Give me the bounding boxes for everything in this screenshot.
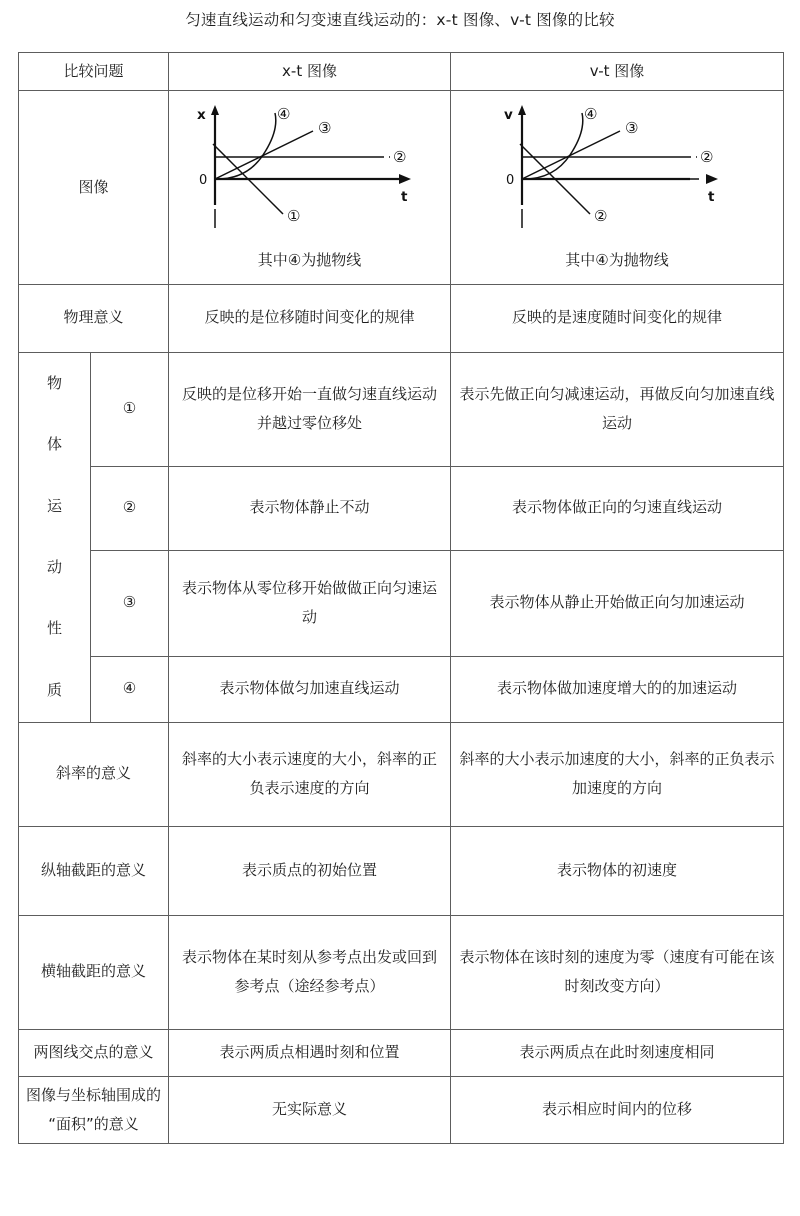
graph-cell-xt xyxy=(169,91,451,284)
table-row-meaning xyxy=(19,284,784,352)
table-row-y-intercept xyxy=(19,826,784,915)
intersection-xt: 表示两质点相遇时刻和位置 xyxy=(169,1029,451,1076)
row-label-slope: 斜率的意义 xyxy=(19,722,169,826)
xt-graph-caption: 其中④为抛物线 xyxy=(257,251,362,270)
nature-xt-4: 表示物体做匀加速直线运动 xyxy=(169,656,451,722)
header-cell-question: 比较问题 xyxy=(19,53,169,91)
xt-x-arrow xyxy=(399,174,411,184)
vt-x-axis-label: t xyxy=(708,189,715,206)
table-row-x-intercept xyxy=(19,915,784,1029)
meaning-xt: 反映的是位移随时间变化的规律 xyxy=(169,284,451,352)
xt-curve-4 xyxy=(217,113,276,179)
nature-xt-3: 表示物体从零位移开始做做正向匀速运动 xyxy=(169,550,451,656)
page-title: 匀速直线运动和匀变速直线运动的：x-t 图像、v-t 图像的比较 xyxy=(185,11,615,29)
y-intercept-xt: 表示质点的初始位置 xyxy=(169,826,451,915)
table-header-row xyxy=(19,53,784,91)
vt-y-arrow xyxy=(518,105,526,115)
xt-mark-2: ② xyxy=(392,148,406,167)
x-intercept-vt: 表示物体在该时刻的速度为零（速度有可能在该时刻改变方向） xyxy=(451,915,784,1029)
vt-graph-svg xyxy=(492,97,742,232)
header-cell-vt: v-t 图像 xyxy=(451,53,784,91)
area-vt: 表示相应时间内的位移 xyxy=(451,1076,784,1144)
y-intercept-vt: 表示物体的初速度 xyxy=(451,826,784,915)
nature-label-char-1: 体 xyxy=(46,435,62,454)
nature-xt-1: 反映的是位移开始一直做匀速直线运动并越过零位移处 xyxy=(169,352,451,466)
vt-x-arrow xyxy=(706,174,718,184)
row-label-x-intercept: 横轴截距的意义 xyxy=(19,915,169,1029)
nature-num-4: ④ xyxy=(91,656,169,722)
nature-label-char-4: 性 xyxy=(46,619,62,638)
vt-curve-4 xyxy=(524,113,583,179)
row-label-y-intercept: 纵轴截距的意义 xyxy=(19,826,169,915)
nature-label-char-0: 物 xyxy=(46,374,62,393)
nature-vt-1: 表示先做正向匀减速运动，再做反向匀加速直线运动 xyxy=(451,352,784,466)
vt-mark-lower: ② xyxy=(594,207,608,226)
nature-label-char-2: 运 xyxy=(46,496,62,515)
row-label-intersection: 两图线交点的意义 xyxy=(19,1029,169,1076)
xt-mark-4: ④ xyxy=(276,105,290,124)
slope-xt: 斜率的大小表示速度的大小，斜率的正负表示速度的方向 xyxy=(169,722,451,826)
area-label-line2: “面积”的意义 xyxy=(48,1114,139,1133)
nature-vt-3: 表示物体从静止开始做正向匀加速运动 xyxy=(451,550,784,656)
vt-mark-4: ④ xyxy=(584,105,598,124)
xt-graph-svg xyxy=(185,97,435,232)
table-row-graph xyxy=(19,91,784,284)
row-label-meaning: 物理意义 xyxy=(19,284,169,352)
table-row-intersection xyxy=(19,1029,784,1076)
xt-x-axis-label: t xyxy=(400,189,407,206)
vt-y-axis-label: v xyxy=(504,107,513,124)
table-row-nature-1 xyxy=(19,352,784,466)
nature-vt-2: 表示物体做正向的匀速直线运动 xyxy=(451,466,784,550)
meaning-vt: 反映的是速度随时间变化的规律 xyxy=(451,284,784,352)
area-label-line1: 图像与坐标轴围成的 xyxy=(26,1085,162,1104)
nature-num-2: ② xyxy=(91,466,169,550)
vt-origin-label: 0 xyxy=(506,173,515,189)
graph-cell-vt xyxy=(451,91,784,284)
row-label-area xyxy=(19,1076,169,1144)
table-row-area xyxy=(19,1076,784,1144)
nature-label-char-5: 质 xyxy=(46,680,62,699)
nature-label-char-3: 动 xyxy=(46,558,62,577)
vt-mark-2: ② xyxy=(700,148,714,167)
intersection-vt: 表示两质点在此时刻速度相同 xyxy=(451,1029,784,1076)
table-row-nature-4 xyxy=(19,656,784,722)
nature-num-3: ③ xyxy=(91,550,169,656)
table-row-slope xyxy=(19,722,784,826)
vt-graph-caption: 其中④为抛物线 xyxy=(565,251,669,270)
x-intercept-xt: 表示物体在某时刻从参考点出发或回到参考点（途经参考点） xyxy=(169,915,451,1029)
slope-vt: 斜率的大小表示加速度的大小，斜率的正负表示加速度的方向 xyxy=(451,722,784,826)
xt-line-3 xyxy=(215,131,313,179)
xt-origin-label: 0 xyxy=(198,173,207,189)
nature-xt-2: 表示物体静止不动 xyxy=(169,466,451,550)
table-row-nature-3 xyxy=(19,550,784,656)
comparison-table xyxy=(18,52,784,1144)
xt-y-axis-label: x xyxy=(196,107,206,124)
xt-y-arrow xyxy=(211,105,219,115)
vt-line-3 xyxy=(522,131,620,179)
vt-mark-3: ③ xyxy=(625,119,639,138)
xt-mark-1: ① xyxy=(286,207,300,226)
nature-vt-4: 表示物体做加速度增大的的加速运动 xyxy=(451,656,784,722)
area-xt: 无实际意义 xyxy=(169,1076,451,1144)
xt-mark-3: ③ xyxy=(317,119,331,138)
header-cell-xt: x-t 图像 xyxy=(169,53,451,91)
nature-num-1: ① xyxy=(91,352,169,466)
row-label-graph: 图像 xyxy=(19,91,169,284)
table-row-nature-2 xyxy=(19,466,784,550)
row-label-nature xyxy=(19,352,91,722)
